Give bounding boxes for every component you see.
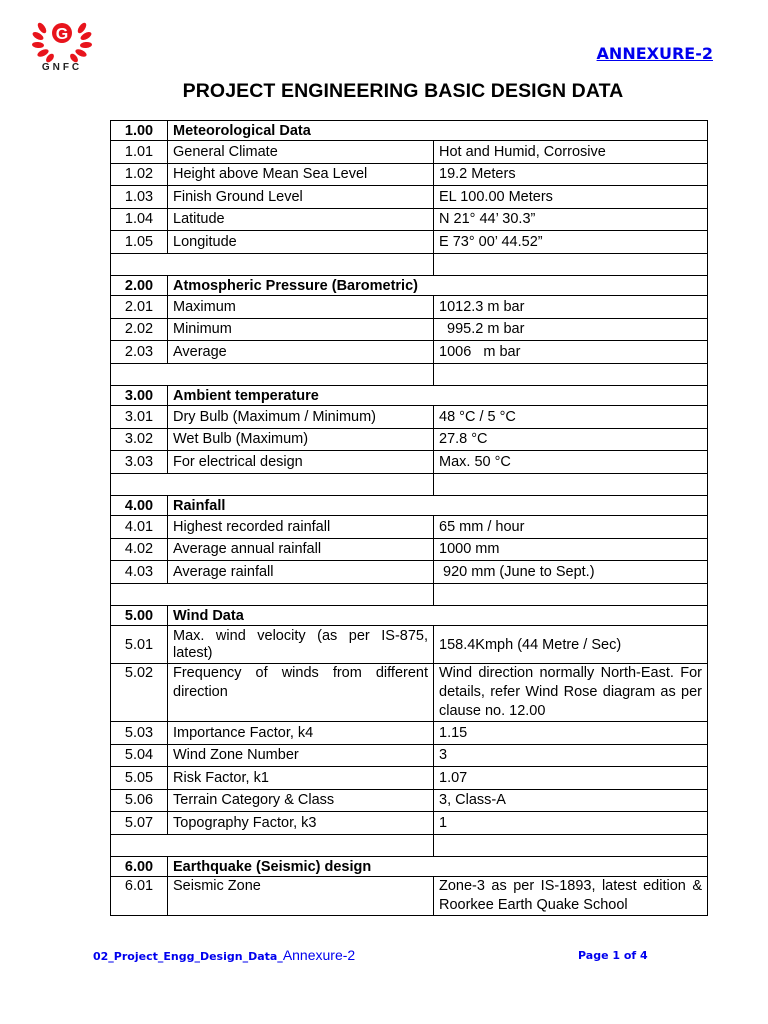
spacer-cell [111,363,434,386]
row-parameter: Frequency of winds from different direction [168,664,434,722]
footer-file-name [93,947,355,963]
spacer-cell [111,834,434,857]
spacer-row [111,583,708,606]
spacer-cell [434,473,708,496]
section-header [111,496,708,516]
section-number: 4.00 [111,496,168,516]
row-parameter: Minimum [168,318,434,341]
spacer-row [111,253,708,276]
table-row [111,428,708,451]
row-value: E 73° 00’ 44.52” [434,231,708,254]
row-number: 5.03 [111,722,168,745]
row-value: Max. 50 °C [434,451,708,474]
row-number: 5.06 [111,789,168,812]
row-number: 5.07 [111,812,168,835]
row-number: 2.02 [111,318,168,341]
row-value: 1.15 [434,722,708,745]
section-title: Rainfall [168,496,708,516]
row-value: 3 [434,744,708,767]
spacer-cell [434,834,708,857]
table-row [111,516,708,539]
row-value: 920 mm (June to Sept.) [434,561,708,584]
section-title: Meteorological Data [168,121,708,141]
spacer-cell [111,253,434,276]
spacer-cell [111,583,434,606]
row-parameter: Topography Factor, k3 [168,812,434,835]
section-number: 5.00 [111,606,168,626]
table-row [111,744,708,767]
section-title: Atmospheric Pressure (Barometric) [168,276,708,296]
table-row [111,318,708,341]
row-parameter: Highest recorded rainfall [168,516,434,539]
svg-text:G: G [55,26,69,43]
row-parameter: Average [168,341,434,364]
row-number: 5.02 [111,664,168,722]
table-row [111,538,708,561]
row-value: 1012.3 m bar [434,296,708,319]
row-value: 48 °C / 5 °C [434,406,708,429]
section-title: Ambient temperature [168,386,708,406]
spacer-row [111,834,708,857]
row-value: 995.2 m bar [434,318,708,341]
section-header [111,121,708,141]
row-number: 5.05 [111,767,168,790]
spacer-row [111,473,708,496]
table-row [111,451,708,474]
row-parameter: Dry Bulb (Maximum / Minimum) [168,406,434,429]
page-title: PROJECT ENGINEERING BASIC DESIGN DATA [182,80,624,102]
table-row [111,626,708,664]
row-number: 4.01 [111,516,168,539]
table-row [111,877,708,916]
row-parameter: For electrical design [168,451,434,474]
row-number: 5.04 [111,744,168,767]
table-row [111,296,708,319]
gnfc-logo [28,18,96,76]
spacer-cell [111,473,434,496]
table-row [111,231,708,254]
table-row [111,186,708,209]
table-row [111,163,708,186]
row-value: EL 100.00 Meters [434,186,708,209]
row-value: Zone-3 as per IS-1893, latest edition & Roorkee Earth Quake School [434,877,708,916]
row-value: 1 [434,812,708,835]
footer-page-number: Page 1 of 4 [578,949,648,962]
row-value: 1.07 [434,767,708,790]
row-parameter: Latitude [168,208,434,231]
row-number: 4.02 [111,538,168,561]
footer-file-suffix: Annexure-2 [282,947,356,963]
row-parameter: Average rainfall [168,561,434,584]
row-number: 1.01 [111,141,168,164]
annexure-label: ANNEXURE-2 [596,44,713,63]
row-value: N 21° 44’ 30.3” [434,208,708,231]
row-number: 1.04 [111,208,168,231]
section-title: Wind Data [168,606,708,626]
table-row [111,406,708,429]
laurel-emblem-icon [28,18,96,64]
logo-text: GNFC [41,62,83,73]
table-row [111,767,708,790]
spacer-cell [434,363,708,386]
row-number: 1.05 [111,231,168,254]
row-value: 19.2 Meters [434,163,708,186]
section-number: 1.00 [111,121,168,141]
row-parameter: Importance Factor, k4 [168,722,434,745]
row-value: 27.8 °C [434,428,708,451]
row-parameter: General Climate [168,141,434,164]
row-value: Wind direction normally North-East. For details, refer Wind Rose diagram as per clause no. 12.00 [434,664,708,722]
table-row [111,341,708,364]
row-parameter: Maximum [168,296,434,319]
row-number: 1.02 [111,163,168,186]
design-data-table [110,120,708,916]
row-parameter: Height above Mean Sea Level [168,163,434,186]
table-row [111,789,708,812]
row-value: 3, Class-A [434,789,708,812]
row-number: 2.03 [111,341,168,364]
footer-file-prefix: 02_Project_Engg_Design_Data_ [93,950,283,963]
row-parameter: Finish Ground Level [168,186,434,209]
section-number: 6.00 [111,857,168,877]
row-parameter: Terrain Category & Class [168,789,434,812]
table-row [111,208,708,231]
row-parameter: Risk Factor, k1 [168,767,434,790]
row-value: Hot and Humid, Corrosive [434,141,708,164]
table-row [111,812,708,835]
row-parameter: Seismic Zone [168,877,434,916]
row-number: 3.03 [111,451,168,474]
row-value: 158.4Kmph (44 Metre / Sec) [434,626,708,664]
row-number: 5.01 [111,626,168,664]
row-number: 1.03 [111,186,168,209]
table-row [111,722,708,745]
row-number: 3.02 [111,428,168,451]
section-header [111,386,708,406]
spacer-cell [434,253,708,276]
section-number: 2.00 [111,276,168,296]
spacer-cell [434,583,708,606]
row-number: 6.01 [111,877,168,916]
row-number: 4.03 [111,561,168,584]
section-header [111,606,708,626]
row-number: 3.01 [111,406,168,429]
section-number: 3.00 [111,386,168,406]
section-header [111,276,708,296]
section-header [111,857,708,877]
row-parameter: Max. wind velocity (as per IS-875, latest) [168,626,434,664]
row-parameter: Wind Zone Number [168,744,434,767]
row-value: 1006 m bar [434,341,708,364]
row-parameter: Average annual rainfall [168,538,434,561]
row-value: 65 mm / hour [434,516,708,539]
row-value: 1000 mm [434,538,708,561]
table-row [111,664,708,722]
section-title: Earthquake (Seismic) design [168,857,708,877]
row-parameter: Wet Bulb (Maximum) [168,428,434,451]
row-parameter: Longitude [168,231,434,254]
row-number: 2.01 [111,296,168,319]
table-row [111,561,708,584]
spacer-row [111,363,708,386]
table-row [111,141,708,164]
